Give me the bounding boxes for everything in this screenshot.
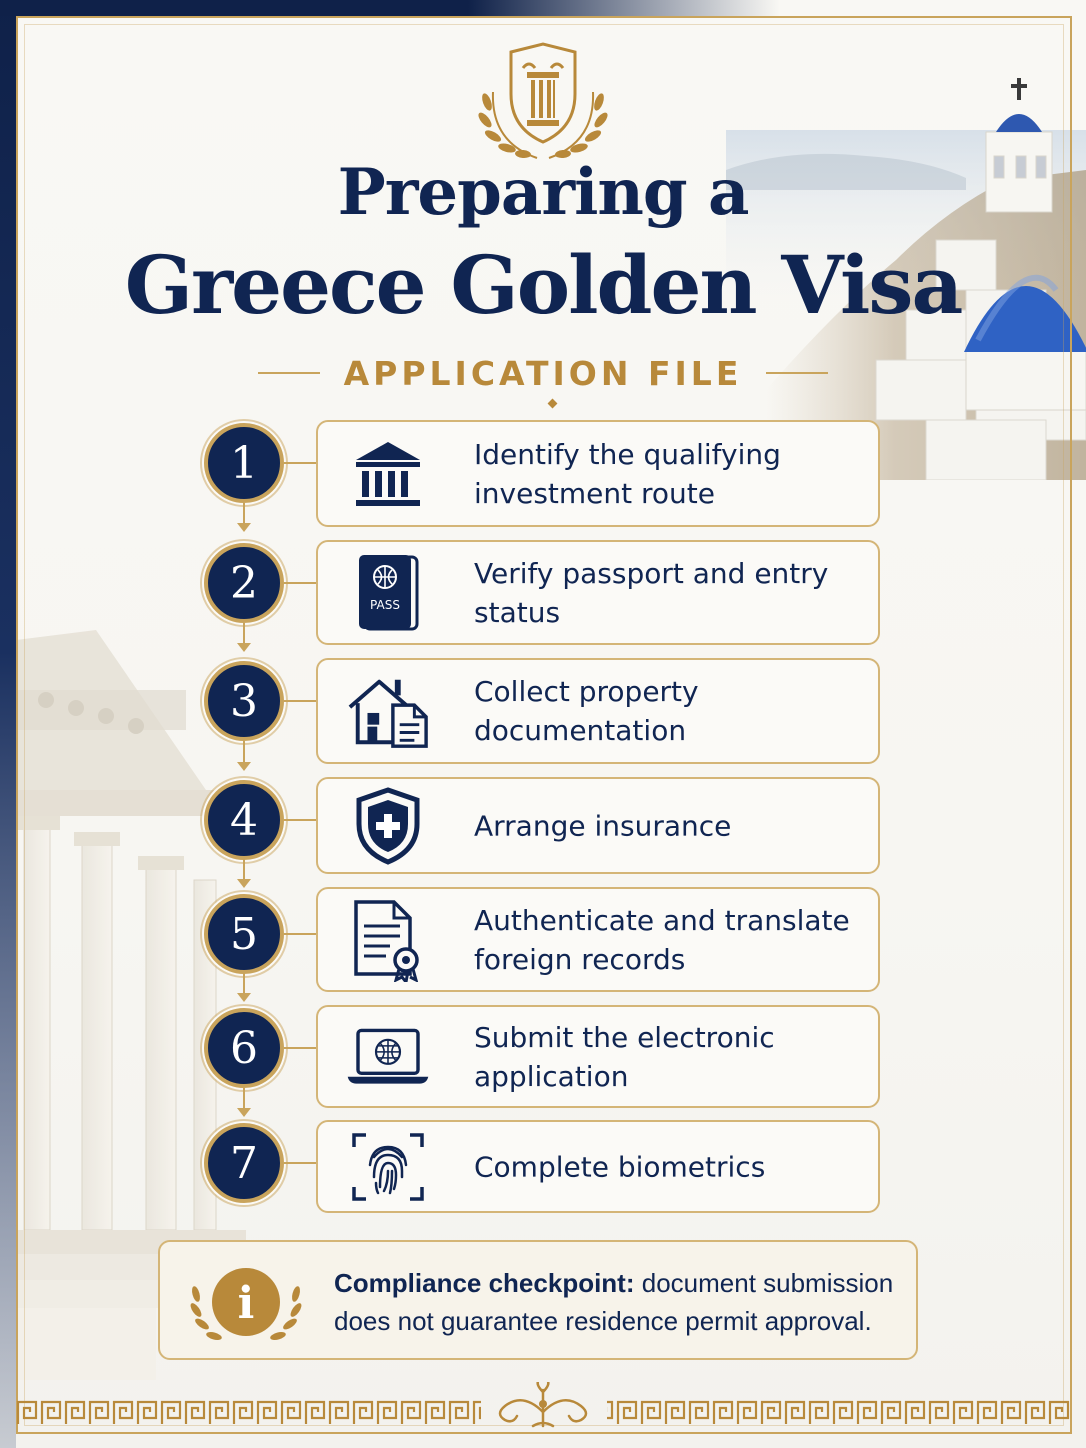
- down-arrow-icon: [237, 523, 251, 532]
- certified-document-icon: [346, 898, 430, 982]
- step-label: Collect property documentation: [474, 675, 699, 747]
- step-card-6: [316, 1005, 880, 1108]
- step-connector: [284, 462, 316, 464]
- step-label: Authenticate and translate foreign records: [474, 903, 850, 976]
- step-number-badge: 5: [204, 894, 284, 974]
- step-number-badge: 2: [204, 543, 284, 623]
- subtitle: APPLICATION FILE: [343, 353, 743, 393]
- flow-arrow-line: [243, 503, 245, 525]
- step-label: Identify the qualifying investment route: [474, 437, 781, 510]
- step-number-badge: 7: [204, 1123, 284, 1203]
- notice-text: [334, 1264, 894, 1340]
- notice-body: document submission does not guarantee residence permit approval.: [334, 1268, 894, 1336]
- step-card-1: [316, 420, 880, 527]
- down-arrow-icon: [237, 1108, 251, 1117]
- center-flourish-ornament: [483, 1382, 603, 1430]
- step-card-5: [316, 887, 880, 992]
- shield-plus-icon: [346, 784, 430, 868]
- step-connector: [284, 933, 316, 935]
- subtitle-divider-right: [766, 372, 828, 374]
- step-label: Verify passport and entry status: [474, 556, 829, 629]
- bank-building-icon: [346, 432, 430, 516]
- step-number-badge: 6: [204, 1008, 284, 1088]
- compliance-notice: [158, 1240, 918, 1360]
- step-number-badge: 3: [204, 661, 284, 741]
- flow-arrow-line: [243, 741, 245, 763]
- laurel-shield-column-icon: [473, 42, 613, 164]
- step-connector: [284, 700, 316, 702]
- step-card-7: [316, 1120, 880, 1213]
- step-connector: [284, 582, 316, 584]
- passport-icon: [346, 551, 430, 635]
- flow-arrow-line: [243, 858, 245, 880]
- flow-arrow-line: [243, 1088, 245, 1110]
- flow-arrow-line: [243, 973, 245, 995]
- down-arrow-icon: [237, 879, 251, 888]
- top-accent-band: [0, 0, 780, 16]
- info-icon: [186, 1258, 306, 1346]
- subtitle-divider-left: [258, 372, 320, 374]
- title-line-2: Greece Golden Visa: [124, 238, 962, 332]
- step-label: Submit the electronic application: [474, 1020, 775, 1093]
- subtitle-diamond-ornament: [548, 399, 558, 409]
- laptop-globe-icon: [346, 1015, 430, 1099]
- info-icon-glyph: i: [237, 1278, 255, 1329]
- step-connector: [284, 1047, 316, 1049]
- fingerprint-scan-icon: [346, 1125, 430, 1209]
- step-label: Arrange insurance: [474, 809, 732, 842]
- notice-label: Compliance checkpoint:: [334, 1268, 635, 1298]
- step-connector: [284, 819, 316, 821]
- step-number-badge: 1: [204, 423, 284, 503]
- house-document-icon: [346, 669, 430, 753]
- step-connector: [284, 1162, 316, 1164]
- passport-icon-label: PASS: [370, 597, 400, 612]
- down-arrow-icon: [237, 762, 251, 771]
- step-number-badge: 4: [204, 780, 284, 860]
- down-arrow-icon: [237, 993, 251, 1002]
- step-card-2: [316, 540, 880, 645]
- flow-arrow-line: [243, 623, 245, 643]
- title-line-1: Preparing a: [337, 155, 749, 230]
- step-card-4: [316, 777, 880, 874]
- step-card-3: [316, 658, 880, 764]
- step-label: Complete biometrics: [474, 1150, 766, 1183]
- down-arrow-icon: [237, 643, 251, 652]
- subtitle-row: [0, 350, 1086, 396]
